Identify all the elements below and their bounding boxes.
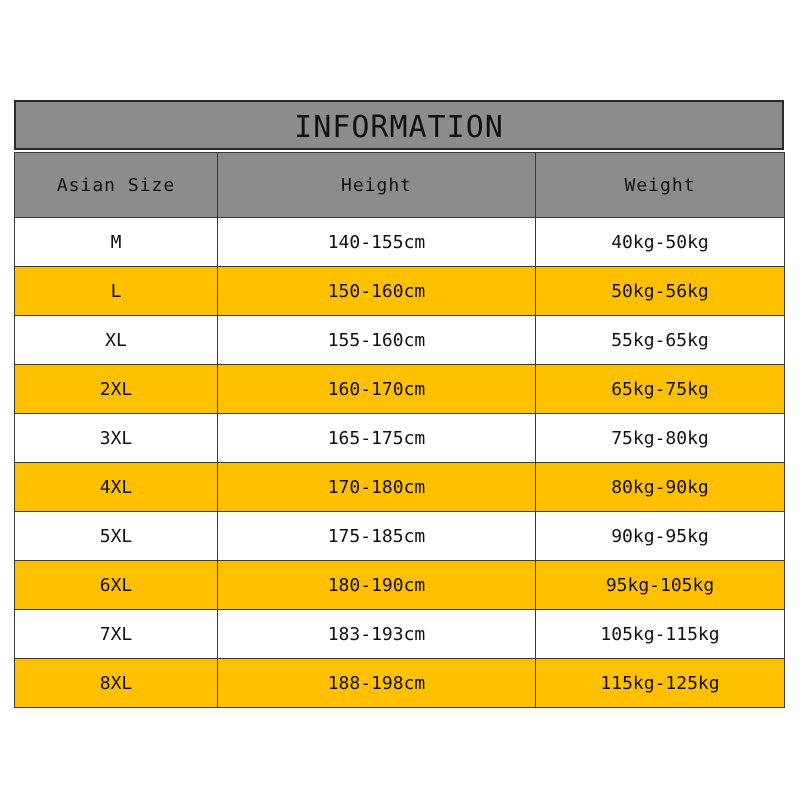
size-cell: 3XL (15, 414, 218, 463)
size-cell: 5XL (15, 512, 218, 561)
size-cell: L (15, 267, 218, 316)
table-row (15, 659, 785, 708)
size-table (14, 152, 785, 708)
size-cell: 4XL (15, 463, 218, 512)
height-cell: 175-185cm (218, 512, 536, 561)
weight-cell: 75kg-80kg (536, 414, 785, 463)
height-cell: 180-190cm (218, 561, 536, 610)
size-cell: 2XL (15, 365, 218, 414)
weight-cell: 40kg-50kg (536, 218, 785, 267)
weight-cell: 115kg-125kg (536, 659, 785, 708)
height-cell: 170-180cm (218, 463, 536, 512)
table-row (15, 267, 785, 316)
weight-cell: 55kg-65kg (536, 316, 785, 365)
height-cell: 165-175cm (218, 414, 536, 463)
column-header-size: Asian Size (15, 153, 218, 218)
size-cell: 7XL (15, 610, 218, 659)
height-cell: 150-160cm (218, 267, 536, 316)
table-row (15, 218, 785, 267)
table-row (15, 316, 785, 365)
chart-title: INFORMATION (294, 109, 504, 145)
size-chart (14, 100, 784, 716)
table-row (15, 365, 785, 414)
weight-cell: 95kg-105kg (536, 561, 785, 610)
table-row (15, 414, 785, 463)
weight-cell: 105kg-115kg (536, 610, 785, 659)
size-cell: 6XL (15, 561, 218, 610)
table-row (15, 512, 785, 561)
height-cell: 140-155cm (218, 218, 536, 267)
column-header-height: Height (218, 153, 536, 218)
title-bar (14, 100, 784, 150)
weight-cell: 90kg-95kg (536, 512, 785, 561)
table-row (15, 561, 785, 610)
weight-cell: 65kg-75kg (536, 365, 785, 414)
height-cell: 183-193cm (218, 610, 536, 659)
weight-cell: 50kg-56kg (536, 267, 785, 316)
column-header-weight: Weight (536, 153, 785, 218)
table-row (15, 463, 785, 512)
header-row (15, 153, 785, 218)
size-cell: M (15, 218, 218, 267)
table-row (15, 610, 785, 659)
size-cell: 8XL (15, 659, 218, 708)
size-cell: XL (15, 316, 218, 365)
height-cell: 155-160cm (218, 316, 536, 365)
height-cell: 188-198cm (218, 659, 536, 708)
weight-cell: 80kg-90kg (536, 463, 785, 512)
height-cell: 160-170cm (218, 365, 536, 414)
